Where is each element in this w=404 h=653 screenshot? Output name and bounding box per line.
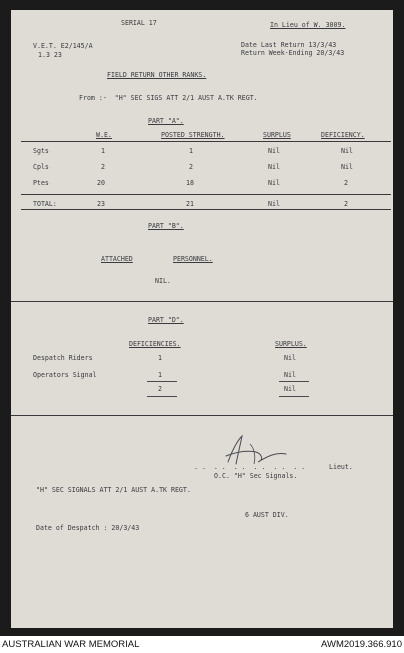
date-of-despatch: Date of Despatch : 20/3/43 — [36, 524, 140, 532]
signature-title: O.C. "H" Sec Signals. — [214, 472, 298, 480]
surplus-cell: Nil — [268, 163, 280, 171]
posted-cell: 2 — [189, 163, 193, 171]
deficiency-cell: Nil — [341, 147, 353, 155]
deficiency-total-rule — [147, 396, 177, 397]
footer-institution: AUSTRALIAN WAR MEMORIAL — [2, 639, 140, 650]
we-cell: 20 — [97, 179, 105, 187]
in-lieu-note: In Lieu of W. 3009. — [270, 21, 346, 29]
rank-cell: Cpls — [33, 163, 49, 171]
total-deficiency: 2 — [344, 200, 348, 208]
return-week-ending: Return Week-Ending 20/3/43 — [241, 49, 345, 57]
we-cell: 2 — [101, 163, 105, 171]
surplus-cell: Nil — [284, 371, 296, 379]
part-b-value: NIL. — [155, 277, 171, 285]
unit-line: "H" SEC SIGNALS ATT 2/1 AUST A.TK REGT. — [36, 486, 191, 494]
header-surplus: SURPLUS — [263, 131, 291, 139]
deficiency-sum-rule — [147, 381, 177, 382]
header-posted-strength: POSTED STRENGTH. — [161, 131, 225, 139]
surplus-total: Nil — [284, 385, 296, 393]
from-line: From :- "H" SEC SIGS ATT 2/1 AUST A.TK REGT. — [79, 94, 258, 102]
rank-cell: Sgts — [33, 147, 49, 155]
signature-dots: . . . . . . . . . . . . — [194, 463, 306, 471]
part-a-header-rule — [21, 141, 391, 142]
part-b-label: PART "B". — [148, 222, 184, 230]
deficiency-cell: Nil — [341, 163, 353, 171]
total-top-rule — [21, 194, 391, 195]
date-last-return: Date Last Return 13/3/43 — [241, 41, 337, 49]
personnel-heading: PERSONNEL. — [173, 255, 213, 263]
part-b-bottom-rule — [11, 301, 393, 302]
item-label: Operators Signal — [33, 371, 97, 379]
total-we: 23 — [97, 200, 105, 208]
signature-rank: Lieut. — [329, 463, 353, 471]
posted-cell: 18 — [186, 179, 194, 187]
surplus-total-rule — [279, 396, 309, 397]
total-surplus: Nil — [268, 200, 280, 208]
item-label: Despatch Riders — [33, 354, 93, 362]
document-page — [11, 10, 393, 628]
header-deficiency: DEFICIENCY. — [321, 131, 365, 139]
serial-number: SERIAL 17 — [121, 19, 157, 27]
division-line: 6 AUST DIV. — [245, 511, 289, 519]
rank-cell: Ptes — [33, 179, 49, 187]
deficiency-cell: 1 — [158, 354, 162, 362]
reference-line-2: 1.3 23 — [38, 51, 62, 59]
form-title: FIELD RETURN OTHER RANKS. — [107, 71, 207, 79]
total-posted: 21 — [186, 200, 194, 208]
header-we: W.E. — [96, 131, 112, 139]
part-d-bottom-rule — [11, 415, 393, 416]
header-surplus-d: SURPLUS. — [275, 340, 307, 348]
deficiency-cell: 2 — [344, 179, 348, 187]
header-deficiencies: DEFICIENCIES. — [129, 340, 181, 348]
we-cell: 1 — [101, 147, 105, 155]
archive-footer — [0, 636, 404, 653]
footer-accession-number: AWM2019.366.910 — [321, 639, 402, 650]
reference-line-1: V.E.T. E2/145/A — [33, 42, 93, 50]
deficiency-cell: 1 — [158, 371, 162, 379]
part-a-label: PART "A". — [148, 117, 184, 125]
surplus-cell: Nil — [284, 354, 296, 362]
posted-cell: 1 — [189, 147, 193, 155]
attached-heading: ATTACHED — [101, 255, 133, 263]
surplus-sum-rule — [279, 381, 309, 382]
deficiency-total: 2 — [158, 385, 162, 393]
surplus-cell: Nil — [268, 179, 280, 187]
surplus-cell: Nil — [268, 147, 280, 155]
total-bottom-rule — [21, 209, 391, 210]
total-label: TOTAL: — [33, 200, 57, 208]
part-d-label: PART "D". — [148, 316, 184, 324]
